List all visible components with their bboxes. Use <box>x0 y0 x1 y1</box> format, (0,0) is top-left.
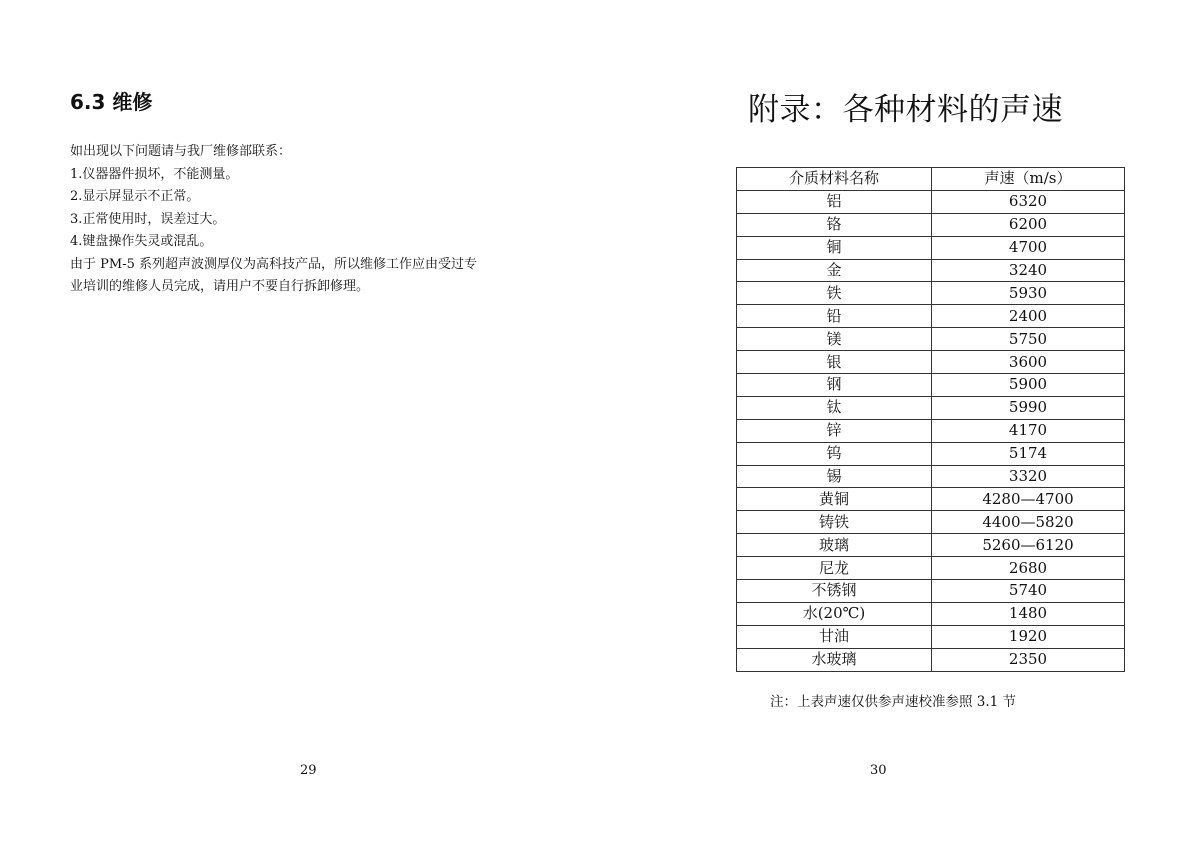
speed-cell: 5174 <box>932 442 1125 465</box>
material-cell: 银 <box>737 351 932 374</box>
paragraph-line: 4.键盘操作失灵或混乱。 <box>70 234 213 249</box>
table-row <box>737 648 1125 671</box>
table-row <box>737 602 1125 625</box>
table-row <box>737 442 1125 465</box>
speed-cell: 5930 <box>932 282 1125 305</box>
appendix-title: 附录：各种材料的声速 <box>748 92 1063 128</box>
speed-cell: 2400 <box>932 305 1125 328</box>
material-cell: 铅 <box>737 305 932 328</box>
speed-cell: 4170 <box>932 419 1125 442</box>
speed-cell: 5750 <box>932 328 1125 351</box>
table-row <box>737 557 1125 580</box>
paragraph-line: 3.正常使用时，误差过大。 <box>70 211 226 227</box>
material-cell: 钢 <box>737 374 932 397</box>
speed-cell: 4280—4700 <box>932 488 1125 511</box>
speed-cell: 4400—5820 <box>932 511 1125 534</box>
table-row <box>737 213 1125 236</box>
table-row <box>737 511 1125 534</box>
paragraph-line: 由于 PM-5 系列超声波测厚仪为高科技产品，所以维修工作应由受过专 <box>70 256 477 272</box>
material-cell: 水(20℃) <box>737 602 932 625</box>
material-cell: 铁 <box>737 282 932 305</box>
page-number-right: 30 <box>870 763 887 778</box>
material-cell: 锡 <box>737 465 932 488</box>
speed-cell: 1920 <box>932 625 1125 648</box>
speed-cell: 5990 <box>932 396 1125 419</box>
table-row <box>737 259 1125 282</box>
sound-speed-table <box>736 167 1125 672</box>
table-row <box>737 534 1125 557</box>
table-row <box>737 580 1125 603</box>
speed-cell: 5740 <box>932 580 1125 603</box>
paragraph-line: 如出现以下问题请与我厂维修部联系： <box>70 144 292 159</box>
material-cell: 不锈钢 <box>737 580 932 603</box>
table-row <box>737 328 1125 351</box>
table-row <box>737 351 1125 374</box>
material-cell: 金 <box>737 259 932 282</box>
material-cell: 铜 <box>737 236 932 259</box>
speed-cell: 3240 <box>932 259 1125 282</box>
table-row <box>737 625 1125 648</box>
table-note: 注：上表声速仅供参声速校准参照 3.1 节 <box>770 694 1017 710</box>
table-row <box>737 488 1125 511</box>
speed-cell: 1480 <box>932 602 1125 625</box>
paragraph-line: 1.仪器器件损坏，不能测量。 <box>70 166 239 182</box>
column-header-material: 介质材料名称 <box>737 168 932 191</box>
material-cell: 锌 <box>737 419 932 442</box>
material-cell: 水玻璃 <box>737 648 932 671</box>
table-row <box>737 419 1125 442</box>
table-row <box>737 374 1125 397</box>
material-cell: 钛 <box>737 396 932 419</box>
material-cell: 玻璃 <box>737 534 932 557</box>
material-cell: 黄铜 <box>737 488 932 511</box>
paragraph-line: 2.显示屏显示不正常。 <box>70 189 200 204</box>
section-heading: 6.3 维修 <box>70 90 153 114</box>
table-row <box>737 465 1125 488</box>
material-cell: 铸铁 <box>737 511 932 534</box>
speed-cell: 2350 <box>932 648 1125 671</box>
material-cell: 甘油 <box>737 625 932 648</box>
paragraph-line: 业培训的维修人员完成，请用户不要自行拆卸修理。 <box>70 279 370 294</box>
speed-cell: 6320 <box>932 190 1125 213</box>
material-cell: 钨 <box>737 442 932 465</box>
speed-cell: 2680 <box>932 557 1125 580</box>
material-cell: 铬 <box>737 213 932 236</box>
table-row <box>737 236 1125 259</box>
table-header-row <box>737 168 1125 191</box>
table-row <box>737 396 1125 419</box>
speed-cell: 3600 <box>932 351 1125 374</box>
speed-cell: 6200 <box>932 213 1125 236</box>
table-row <box>737 305 1125 328</box>
table-row <box>737 190 1125 213</box>
speed-cell: 4700 <box>932 236 1125 259</box>
speed-cell: 5900 <box>932 374 1125 397</box>
speed-cell: 3320 <box>932 465 1125 488</box>
page-number-left: 29 <box>300 763 317 778</box>
material-cell: 尼龙 <box>737 557 932 580</box>
speed-cell: 5260—6120 <box>932 534 1125 557</box>
material-cell: 镁 <box>737 328 932 351</box>
maintenance-text <box>70 141 550 299</box>
column-header-speed: 声速（m/s） <box>932 168 1125 191</box>
table-row <box>737 282 1125 305</box>
material-cell: 铝 <box>737 190 932 213</box>
